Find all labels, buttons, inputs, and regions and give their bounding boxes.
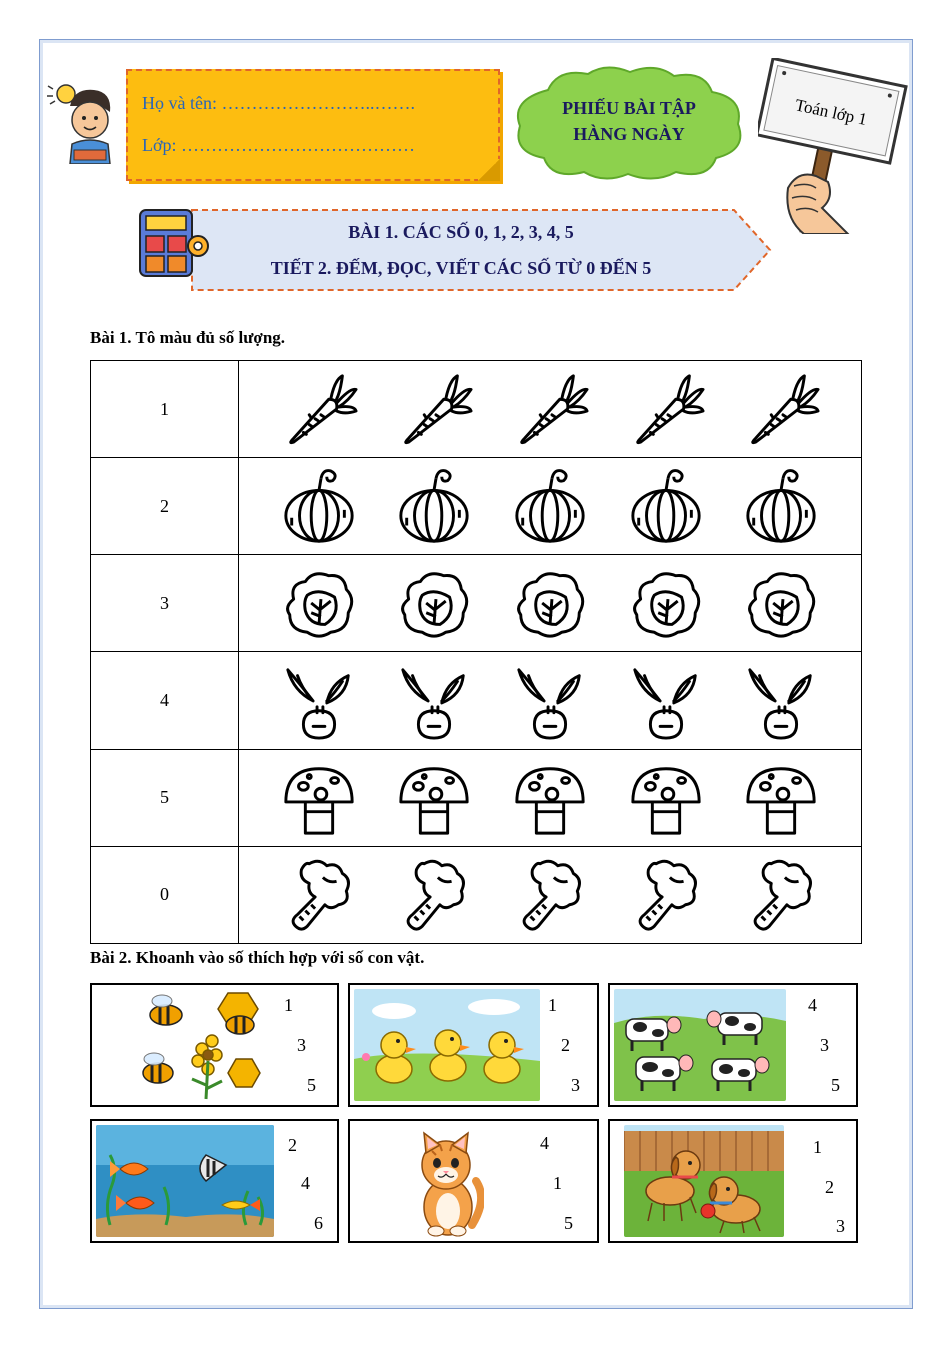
cabbage-icon[interactable] bbox=[395, 562, 473, 644]
table-row bbox=[91, 458, 862, 555]
mushroom-icon[interactable] bbox=[395, 757, 473, 839]
row-number: 1 bbox=[91, 361, 239, 458]
page-fold bbox=[478, 159, 500, 181]
broccoli-icon[interactable] bbox=[395, 854, 473, 936]
cows-picture bbox=[614, 989, 786, 1101]
row-number: 5 bbox=[91, 749, 239, 846]
row-number: 0 bbox=[91, 846, 239, 943]
class-field[interactable]: Lớp: ………………………………… bbox=[142, 135, 416, 155]
fish-picture bbox=[96, 1125, 274, 1237]
carrot-icon[interactable] bbox=[627, 368, 705, 450]
counting-table bbox=[90, 360, 862, 944]
table-row bbox=[91, 555, 862, 652]
broccoli-icon[interactable] bbox=[280, 854, 358, 936]
option-number[interactable]: 3 bbox=[297, 1035, 306, 1055]
animal-box-cows bbox=[608, 983, 858, 1107]
pumpkin-icon[interactable] bbox=[395, 465, 473, 547]
option-number[interactable]: 6 bbox=[314, 1213, 323, 1233]
ducklings-picture bbox=[354, 989, 540, 1101]
carrot-icon[interactable] bbox=[511, 368, 589, 450]
option-number[interactable]: 4 bbox=[301, 1173, 310, 1193]
animal-box-dogs bbox=[608, 1119, 858, 1243]
exercise2-title: Bài 2. Khoanh vào số thích hợp với số con vật. bbox=[90, 948, 425, 967]
pumpkin-icon[interactable] bbox=[627, 465, 705, 547]
lesson-title: BÀI 1. CÁC SỐ 0, 1, 2, 3, 4, 5 bbox=[348, 222, 574, 242]
radish-icon[interactable] bbox=[511, 660, 589, 742]
row-number: 3 bbox=[91, 555, 239, 652]
cloud-title-line2: HÀNG NGÀY bbox=[573, 124, 685, 144]
table-row bbox=[91, 652, 862, 749]
option-number[interactable]: 2 bbox=[561, 1035, 570, 1055]
option-number[interactable]: 1 bbox=[284, 995, 293, 1015]
subject-sign bbox=[758, 58, 908, 234]
exercise1-title: Bài 1. Tô màu đủ số lượng. bbox=[90, 328, 286, 347]
cloud-title-line1: PHIẾU BÀI TẬP bbox=[562, 98, 696, 118]
mushroom-icon[interactable] bbox=[511, 757, 589, 839]
option-number[interactable]: 4 bbox=[540, 1133, 549, 1153]
option-number[interactable]: 2 bbox=[825, 1177, 834, 1197]
option-number[interactable]: 5 bbox=[831, 1075, 840, 1095]
animal-box-ducklings bbox=[348, 983, 599, 1107]
mushroom-icon[interactable] bbox=[742, 757, 820, 839]
radish-icon[interactable] bbox=[280, 660, 358, 742]
carrot-icon[interactable] bbox=[280, 368, 358, 450]
table-row bbox=[91, 749, 862, 846]
option-number[interactable]: 2 bbox=[288, 1135, 297, 1155]
mushroom-icon[interactable] bbox=[627, 757, 705, 839]
lesson-subtitle: TIẾT 2. ĐẾM, ĐỌC, VIẾT CÁC SỐ TỪ 0 ĐẾN 5 bbox=[270, 258, 652, 278]
worksheet-title-cloud bbox=[508, 62, 750, 182]
pumpkin-icon[interactable] bbox=[280, 465, 358, 547]
cabbage-icon[interactable] bbox=[511, 562, 589, 644]
cabbage-icon[interactable] bbox=[742, 562, 820, 644]
row-number: 4 bbox=[91, 652, 239, 749]
student-info-box bbox=[126, 69, 500, 181]
option-number[interactable]: 1 bbox=[553, 1173, 562, 1193]
pumpkin-icon[interactable] bbox=[511, 465, 589, 547]
mushroom-icon[interactable] bbox=[280, 757, 358, 839]
broccoli-icon[interactable] bbox=[627, 854, 705, 936]
cat-picture bbox=[410, 1129, 484, 1237]
name-field[interactable]: Họ và tên: ……………………..……. bbox=[142, 93, 415, 113]
bees-picture bbox=[132, 989, 272, 1103]
option-number[interactable]: 5 bbox=[564, 1213, 573, 1233]
carrot-icon[interactable] bbox=[395, 368, 473, 450]
sign-text: Toán lớp 1 bbox=[793, 95, 869, 130]
table-row bbox=[91, 846, 862, 943]
cabbage-icon[interactable] bbox=[627, 562, 705, 644]
table-row bbox=[91, 361, 862, 458]
radish-icon[interactable] bbox=[627, 660, 705, 742]
broccoli-icon[interactable] bbox=[511, 854, 589, 936]
option-number[interactable]: 1 bbox=[813, 1137, 822, 1157]
option-number[interactable]: 3 bbox=[820, 1035, 829, 1055]
option-number[interactable]: 1 bbox=[548, 995, 557, 1015]
animal-box-fish bbox=[90, 1119, 339, 1243]
carrot-icon[interactable] bbox=[742, 368, 820, 450]
option-number[interactable]: 5 bbox=[307, 1075, 316, 1095]
animal-box-cat bbox=[348, 1119, 599, 1243]
cabbage-icon[interactable] bbox=[280, 562, 358, 644]
option-number[interactable]: 3 bbox=[836, 1216, 845, 1236]
option-number[interactable]: 3 bbox=[571, 1075, 580, 1095]
animal-box-bees bbox=[90, 983, 339, 1107]
dogs-picture bbox=[624, 1125, 784, 1237]
radish-icon[interactable] bbox=[742, 660, 820, 742]
pumpkin-icon[interactable] bbox=[742, 465, 820, 547]
student-icon bbox=[44, 80, 120, 164]
row-number: 2 bbox=[91, 458, 239, 555]
option-number[interactable]: 4 bbox=[808, 995, 817, 1015]
lesson-banner bbox=[136, 206, 776, 294]
radish-icon[interactable] bbox=[395, 660, 473, 742]
broccoli-icon[interactable] bbox=[742, 854, 820, 936]
